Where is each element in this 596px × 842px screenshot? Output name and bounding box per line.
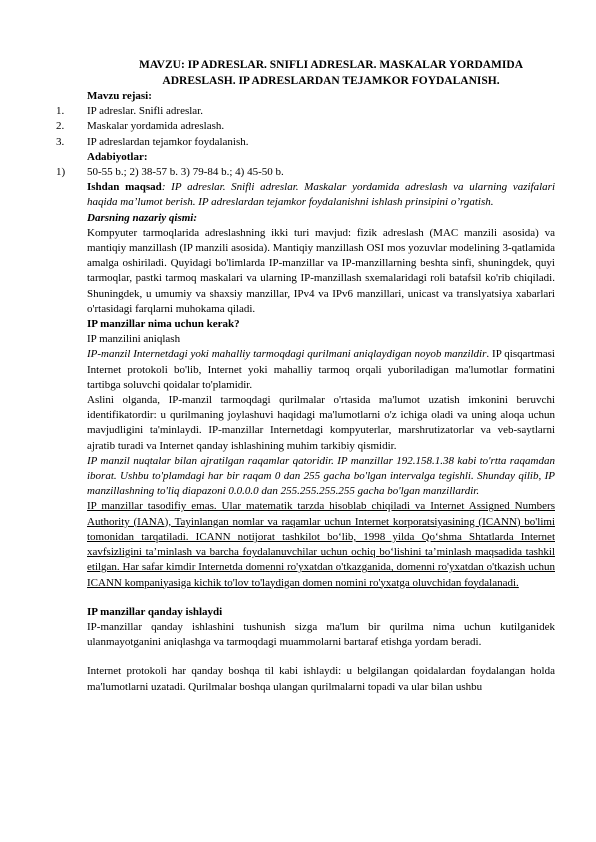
paragraph-ip-definition (87, 347, 555, 393)
plan-heading: Mavzu rejasi: (87, 90, 152, 102)
paragraph-identifier: Aslini olganda, IP-manzil tarmoqdagi qurilmalar o'rtasida ma'lumot uzatish imkonini beruvchi identifikatordir: u qurilmaning joylashuvi haqidagi ma'lumotlarni o'z ichiga oladi va uning aloqa uchun mavjudligini ta'minlaydi. IP-manzillar Internetdagi kompyuterlar, marshrutizatorlar va veb-saytlarni ajratib turadi va Internet qanday ishlashining muhim tarkibiy qismidir. (87, 394, 555, 452)
plan-item (56, 104, 555, 119)
section-heading-why: IP manzillar nima uchun kerak? (87, 318, 240, 331)
paragraph-iana: IP manzillar tasodifiy emas. Ular matematik tarzda hisoblab chiqiladi va Internet Assigned Numbers Authority (IANA), Tayinlangan nomlar va raqamlar uchun Internet korporatsiyasining (ICANN) bo'limi tomonidan tarqatiladi. ICANN notijorat tashkilot bo‘lib, 1998 yilda Qo‘shma Shtatlarda Internet xavfsizligini ta’minlash va barcha foydalanuvchilar uchun ochiq bo‘lishini ta’minlash maqsadida tashkil etilgan. Har safar kimdir Internetda domenni ro'yxatdan o'tkazganida, domenni ro'yxatdan o'tkazish uchun ICANN kompaniyasiga kichik to'lov to'laydigan domen nomini ro'yxatga oluvchidan foydalanadi. (87, 500, 555, 589)
list-number: 3. (56, 135, 65, 148)
goal-text: : IP adreslar. Snifli adreslar. Maskalar yordamida adreslash va ularning vazifalari haqida ma’lumot berish. IP adreslardan tejamkor foydalanishni ishlash prinsipini o’rgatish. (87, 181, 555, 209)
literature-text: 50-55 b.; 2) 38-57 b. 3) 79-84 b.; 4) 45-50 b. (87, 166, 284, 179)
plan-item (56, 135, 555, 150)
literature-heading: Adabiyotlar: (87, 150, 148, 163)
page-title: MAVZU: IP ADRESLAR. SNIFLI ADRESLAR. MASKALAR YORDAMIDA ADRESLASH. IP ADRESLARDAN TEJAMKOR FOYDALANISH. (138, 59, 523, 87)
list-number: 2. (56, 120, 65, 133)
list-number: 1. (56, 105, 65, 118)
paragraph-number-format: IP manzil nuqtalar bilan ajratilgan raqamlar qatoridir. IP manzillar 192.158.1.38 kabi to'rtta raqamdan iborat. Ushbu to'plamdagi har bir raqam 0 dan 255 gacha bo'lgan intervalga tegishli. Shunday qilib, IP manzillashning to'liq diapazoni 0.0.0.0 dan 255.255.255.255 gacha bo'lgan manzillardir. (87, 454, 555, 498)
definition-italic: IP-manzil Internetdagi yoki mahalliy tarmoqdagi qurilmani aniqlaydigan noyob manzildir (87, 348, 487, 361)
list-item-text: IP adreslardan tejamkor foydalanish. (87, 135, 249, 148)
document-page (56, 58, 555, 695)
literature-item (56, 165, 555, 180)
list-number: 1) (56, 166, 66, 179)
spacer (87, 650, 555, 664)
goal-label: Ishdan maqsad (87, 181, 162, 194)
subheading-definition: IP manzilini aniqlash (87, 333, 181, 346)
goal-paragraph (87, 180, 555, 210)
paragraph-how-1: IP-manzillar qanday ishlashini tushunish sizga ma'lum bir qurilma nima uchun kutilganidek ulanmayotganini aniqlashga va tarmoqdagi muammolarni bartaraf etishga yordam beradi. (87, 620, 555, 649)
section-heading-how: IP manzillar qanday ishlaydi (87, 605, 223, 618)
plan-item (56, 119, 555, 134)
definition-rest: . IP qisqartmasi Internet protokoli bo'lib, Internet yoki mahalliy tarmoq orqali yuboriladigan ma'lumotlar formatini tartibga soluvchi qoidalar to'plamidir. (87, 348, 555, 391)
list-item-text: Maskalar yordamida adreslash. (87, 120, 225, 133)
paragraph-addressing: Kompyuter tarmoqlarida adreslashning ikki turi mavjud: fizik adreslash (MAC manzili asosida) va mantiqiy manzillash (IP manzili asosida). Mantiqiy manzillash OSI mos yozuvlar modelining 3-qatlamida amalga oshiriladi. Quyidagi bo'limlarda IP-manzillar va IP-manzillarning beshta sinfi, shuningdek, quyi tarmoqlar, pastki tarmoq maskalari va ularning IP-manzillash sxemalaridagi roli batafsil ko'rib chiqiladi. Shuningdek, u umumiy va shaxsiy manzillar, IPv4 va IPv6 manzillari, unicast va translyatsiya xabarlari o'rtasidagi farqlarni muhokama qiladi. (87, 226, 555, 315)
list-item-text: IP adreslar. Snifli adreslar. (87, 105, 203, 118)
spacer (87, 591, 555, 605)
theory-heading: Darsning nazariy qismi: (87, 211, 198, 224)
paragraph-how-2: Internet protokoli har qanday boshqa til kabi ishlaydi: u belgilangan qoidalardan foydalangan holda ma'lumotlarni uzatadi. Qurilmalar boshqa ulangan qurilmalarni topadi va ular bilan ushbu (87, 665, 555, 693)
